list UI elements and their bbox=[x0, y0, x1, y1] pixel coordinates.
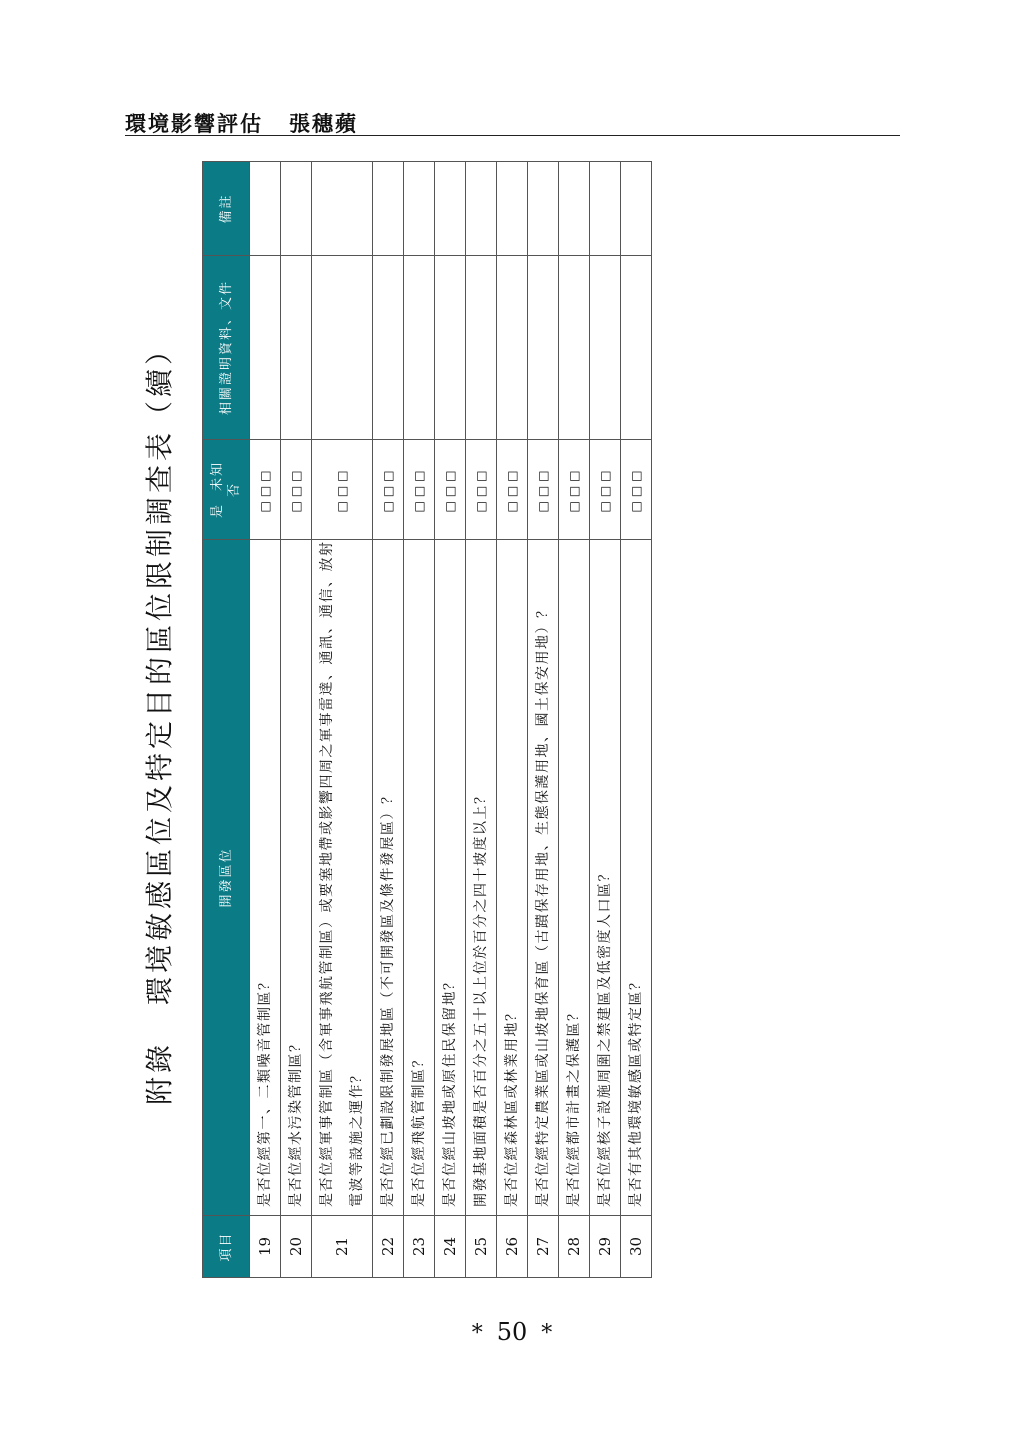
table-title bbox=[140, 160, 180, 1278]
row-question: 開發基地面積是否百分之五十以上位於百分之四十坡度以上？ bbox=[466, 540, 497, 1216]
row-question: 是否位經第一、二類噪音管制區？ bbox=[250, 540, 281, 1216]
row-documents-cell[interactable] bbox=[312, 256, 373, 440]
row-item-number: 22 bbox=[373, 1216, 404, 1278]
table-body bbox=[250, 162, 652, 1278]
row-documents-cell[interactable] bbox=[497, 256, 528, 440]
row-question: 是否位經已劃設限制發展地區（不可開發區及條件發展區）？ bbox=[373, 540, 404, 1216]
table-row bbox=[590, 162, 621, 1278]
row-remarks-cell[interactable] bbox=[621, 162, 652, 256]
page-footer bbox=[0, 1318, 1024, 1346]
row-remarks-cell[interactable] bbox=[497, 162, 528, 256]
table-row bbox=[404, 162, 435, 1278]
row-question: 是否位經森林區或林業用地？ bbox=[497, 540, 528, 1216]
row-documents-cell[interactable] bbox=[250, 256, 281, 440]
table-header-row bbox=[203, 162, 250, 1278]
table-row bbox=[621, 162, 652, 1278]
row-checkboxes[interactable]: □□□ bbox=[466, 440, 497, 540]
row-item-number: 24 bbox=[435, 1216, 466, 1278]
row-remarks-cell[interactable] bbox=[435, 162, 466, 256]
running-header bbox=[125, 108, 358, 138]
footer-star-left: * bbox=[471, 1321, 483, 1346]
row-item-number: 28 bbox=[559, 1216, 590, 1278]
row-documents-cell[interactable] bbox=[404, 256, 435, 440]
table-row bbox=[312, 162, 373, 1278]
table-row bbox=[281, 162, 312, 1278]
row-remarks-cell[interactable] bbox=[559, 162, 590, 256]
row-checkboxes[interactable]: □□□ bbox=[312, 440, 373, 540]
row-item-number: 25 bbox=[466, 1216, 497, 1278]
table-row bbox=[435, 162, 466, 1278]
table-row bbox=[466, 162, 497, 1278]
row-remarks-cell[interactable] bbox=[590, 162, 621, 256]
row-remarks-cell[interactable] bbox=[312, 162, 373, 256]
row-checkboxes[interactable]: □□□ bbox=[373, 440, 404, 540]
row-remarks-cell[interactable] bbox=[528, 162, 559, 256]
survey-table bbox=[202, 161, 652, 1278]
row-checkboxes[interactable]: □□□ bbox=[590, 440, 621, 540]
row-question: 是否位經水污染管制區？ bbox=[281, 540, 312, 1216]
row-checkboxes[interactable]: □□□ bbox=[281, 440, 312, 540]
page-number: 50 bbox=[496, 1318, 528, 1346]
row-checkboxes[interactable]: □□□ bbox=[250, 440, 281, 540]
row-checkboxes[interactable]: □□□ bbox=[559, 440, 590, 540]
row-item-number: 21 bbox=[312, 1216, 373, 1278]
table-row bbox=[497, 162, 528, 1278]
row-documents-cell[interactable] bbox=[528, 256, 559, 440]
row-item-number: 23 bbox=[404, 1216, 435, 1278]
row-checkboxes[interactable]: □□□ bbox=[404, 440, 435, 540]
row-item-number: 27 bbox=[528, 1216, 559, 1278]
row-item-number: 19 bbox=[250, 1216, 281, 1278]
row-item-number: 20 bbox=[281, 1216, 312, 1278]
table-title-text: 環境敏感區位及特定目的區位限制調查表（續） bbox=[143, 332, 176, 1005]
row-question: 是否位經特定農業區或山坡地保育區（古蹟保存用地、生態保護用地、國土保安用地）？ bbox=[528, 540, 559, 1216]
header-remarks: 備註 bbox=[203, 162, 250, 256]
row-item-number: 30 bbox=[621, 1216, 652, 1278]
row-checkboxes[interactable]: □□□ bbox=[528, 440, 559, 540]
row-checkboxes[interactable]: □□□ bbox=[497, 440, 528, 540]
row-remarks-cell[interactable] bbox=[404, 162, 435, 256]
row-documents-cell[interactable] bbox=[373, 256, 404, 440]
table-row bbox=[528, 162, 559, 1278]
table-row bbox=[559, 162, 590, 1278]
rotated-table-page bbox=[140, 160, 655, 1278]
row-item-number: 26 bbox=[497, 1216, 528, 1278]
header-item: 項目 bbox=[203, 1216, 250, 1278]
header-location: 開發區位 bbox=[203, 540, 250, 1216]
row-documents-cell[interactable] bbox=[435, 256, 466, 440]
row-item-number: 29 bbox=[590, 1216, 621, 1278]
header-rule bbox=[125, 135, 900, 136]
row-question: 是否位經軍事管制區（含軍事飛航管制區）或要塞地帶或影響四周之軍事雷達、通訊、通信、放射電波等設施之運作？ bbox=[312, 540, 373, 1216]
row-remarks-cell[interactable] bbox=[250, 162, 281, 256]
header-answer-yes: 是 bbox=[210, 503, 225, 519]
table-row bbox=[373, 162, 404, 1278]
row-question: 是否位經核子設施周圍之禁建區及低密度人口區？ bbox=[590, 540, 621, 1216]
row-question: 是否位經山坡地或原住民保留地？ bbox=[435, 540, 466, 1216]
book-title: 環境影響評估 bbox=[125, 111, 263, 136]
table-title-prefix: 附錄 bbox=[143, 1041, 176, 1106]
row-remarks-cell[interactable] bbox=[281, 162, 312, 256]
row-documents-cell[interactable] bbox=[559, 256, 590, 440]
author-name: 張穗蘋 bbox=[289, 111, 358, 136]
row-remarks-cell[interactable] bbox=[466, 162, 497, 256]
row-question: 是否位經都市計畫之保護區？ bbox=[559, 540, 590, 1216]
header-answer-no: 否 bbox=[227, 482, 242, 498]
row-question: 是否位經飛航管制區？ bbox=[404, 540, 435, 1216]
row-documents-cell[interactable] bbox=[621, 256, 652, 440]
row-remarks-cell[interactable] bbox=[373, 162, 404, 256]
footer-star-right: * bbox=[541, 1321, 553, 1346]
row-question: 是否有其他環境敏感區或特定區？ bbox=[621, 540, 652, 1216]
row-documents-cell[interactable] bbox=[281, 256, 312, 440]
header-answer-unknown: 未知 bbox=[210, 460, 225, 491]
header-documents: 相關證明資料、文件 bbox=[203, 256, 250, 440]
header-answer bbox=[203, 440, 250, 540]
row-documents-cell[interactable] bbox=[466, 256, 497, 440]
row-documents-cell[interactable] bbox=[590, 256, 621, 440]
table-row bbox=[250, 162, 281, 1278]
row-checkboxes[interactable]: □□□ bbox=[621, 440, 652, 540]
row-checkboxes[interactable]: □□□ bbox=[435, 440, 466, 540]
